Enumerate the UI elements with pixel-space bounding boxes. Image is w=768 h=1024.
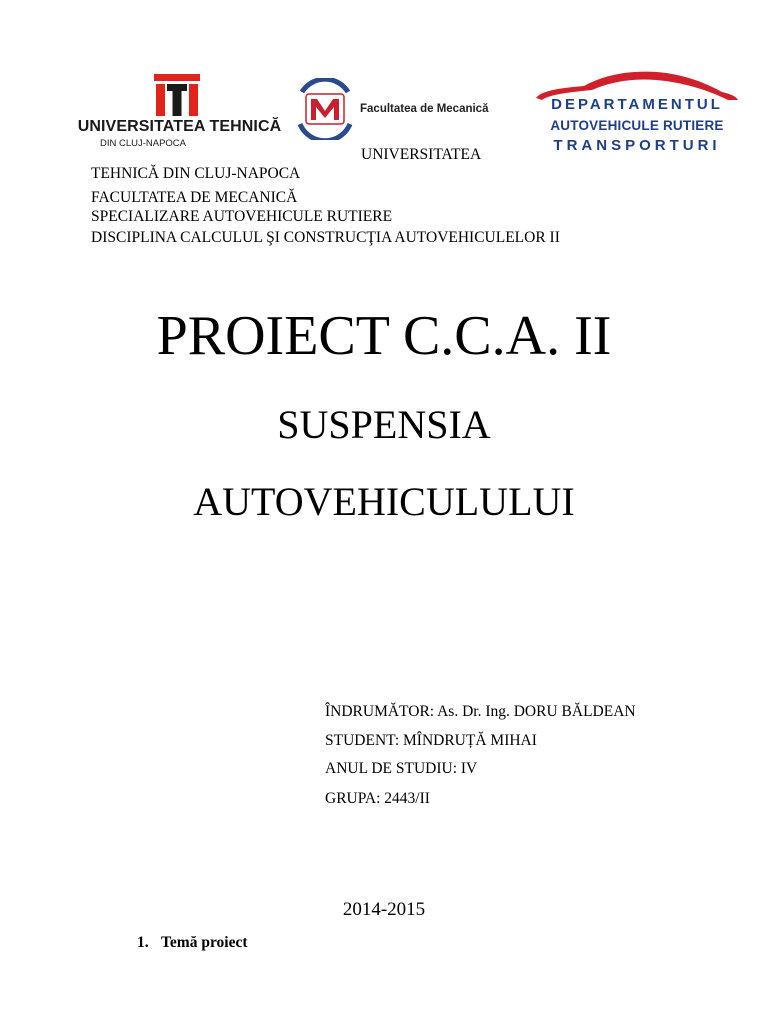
department-logo [532, 68, 742, 160]
header-city-line: TEHNICĂ DIN CLUJ-NAPOCA [91, 165, 301, 182]
department-logo-line-1: DEPARTAMENTUL [551, 96, 723, 113]
section-title: Temă proiect [161, 934, 248, 951]
faculty-m-emblem-icon [294, 78, 356, 140]
university-logo-subtitle: DIN CLUJ-NAPOCA [99, 138, 187, 149]
utcn-emblem-icon [152, 72, 202, 118]
study-year-line: ANUL DE STUDIU: IV [325, 760, 478, 777]
supervisor-line: ÎNDRUMĂTOR: As. Dr. Ing. DORU BĂLDEAN [325, 703, 636, 720]
header-specialization-line: SPECIALIZARE AUTOVEHICULE RUTIERE [91, 208, 393, 225]
document-subtitle-line-1: SUSPENSIA [277, 402, 491, 447]
header-faculty-line: FACULTATEA DE MECANICĂ [91, 189, 298, 206]
header-discipline-line: DISCIPLINA CALCULUL ŞI CONSTRUCŢIA AUTOVEHICULELOR II [91, 229, 560, 246]
section-number: 1. [137, 934, 149, 951]
department-logo-line-2: AUTOVEHICULE RUTIERE [550, 118, 724, 133]
university-logo-name: UNIVERSITATEA TEHNICĂ [77, 118, 282, 135]
faculty-logo [292, 78, 524, 148]
document-title: PROIECT C.C.A. II [156, 305, 612, 367]
university-logo [72, 70, 287, 160]
header-university-line: UNIVERSITATEA [361, 146, 482, 163]
student-line: STUDENT: MÎNDRUȚĂ MIHAI [325, 732, 537, 749]
document-subtitle-line-2: AUTOVEHICULULUI [193, 479, 575, 524]
faculty-logo-name: Facultatea de Mecanică [360, 103, 489, 115]
department-logo-line-3: TRANSPORTURI [553, 137, 721, 154]
section-heading [137, 934, 248, 952]
academic-year: 2014-2015 [342, 899, 426, 920]
group-line: GRUPA: 2443/II [325, 790, 430, 807]
